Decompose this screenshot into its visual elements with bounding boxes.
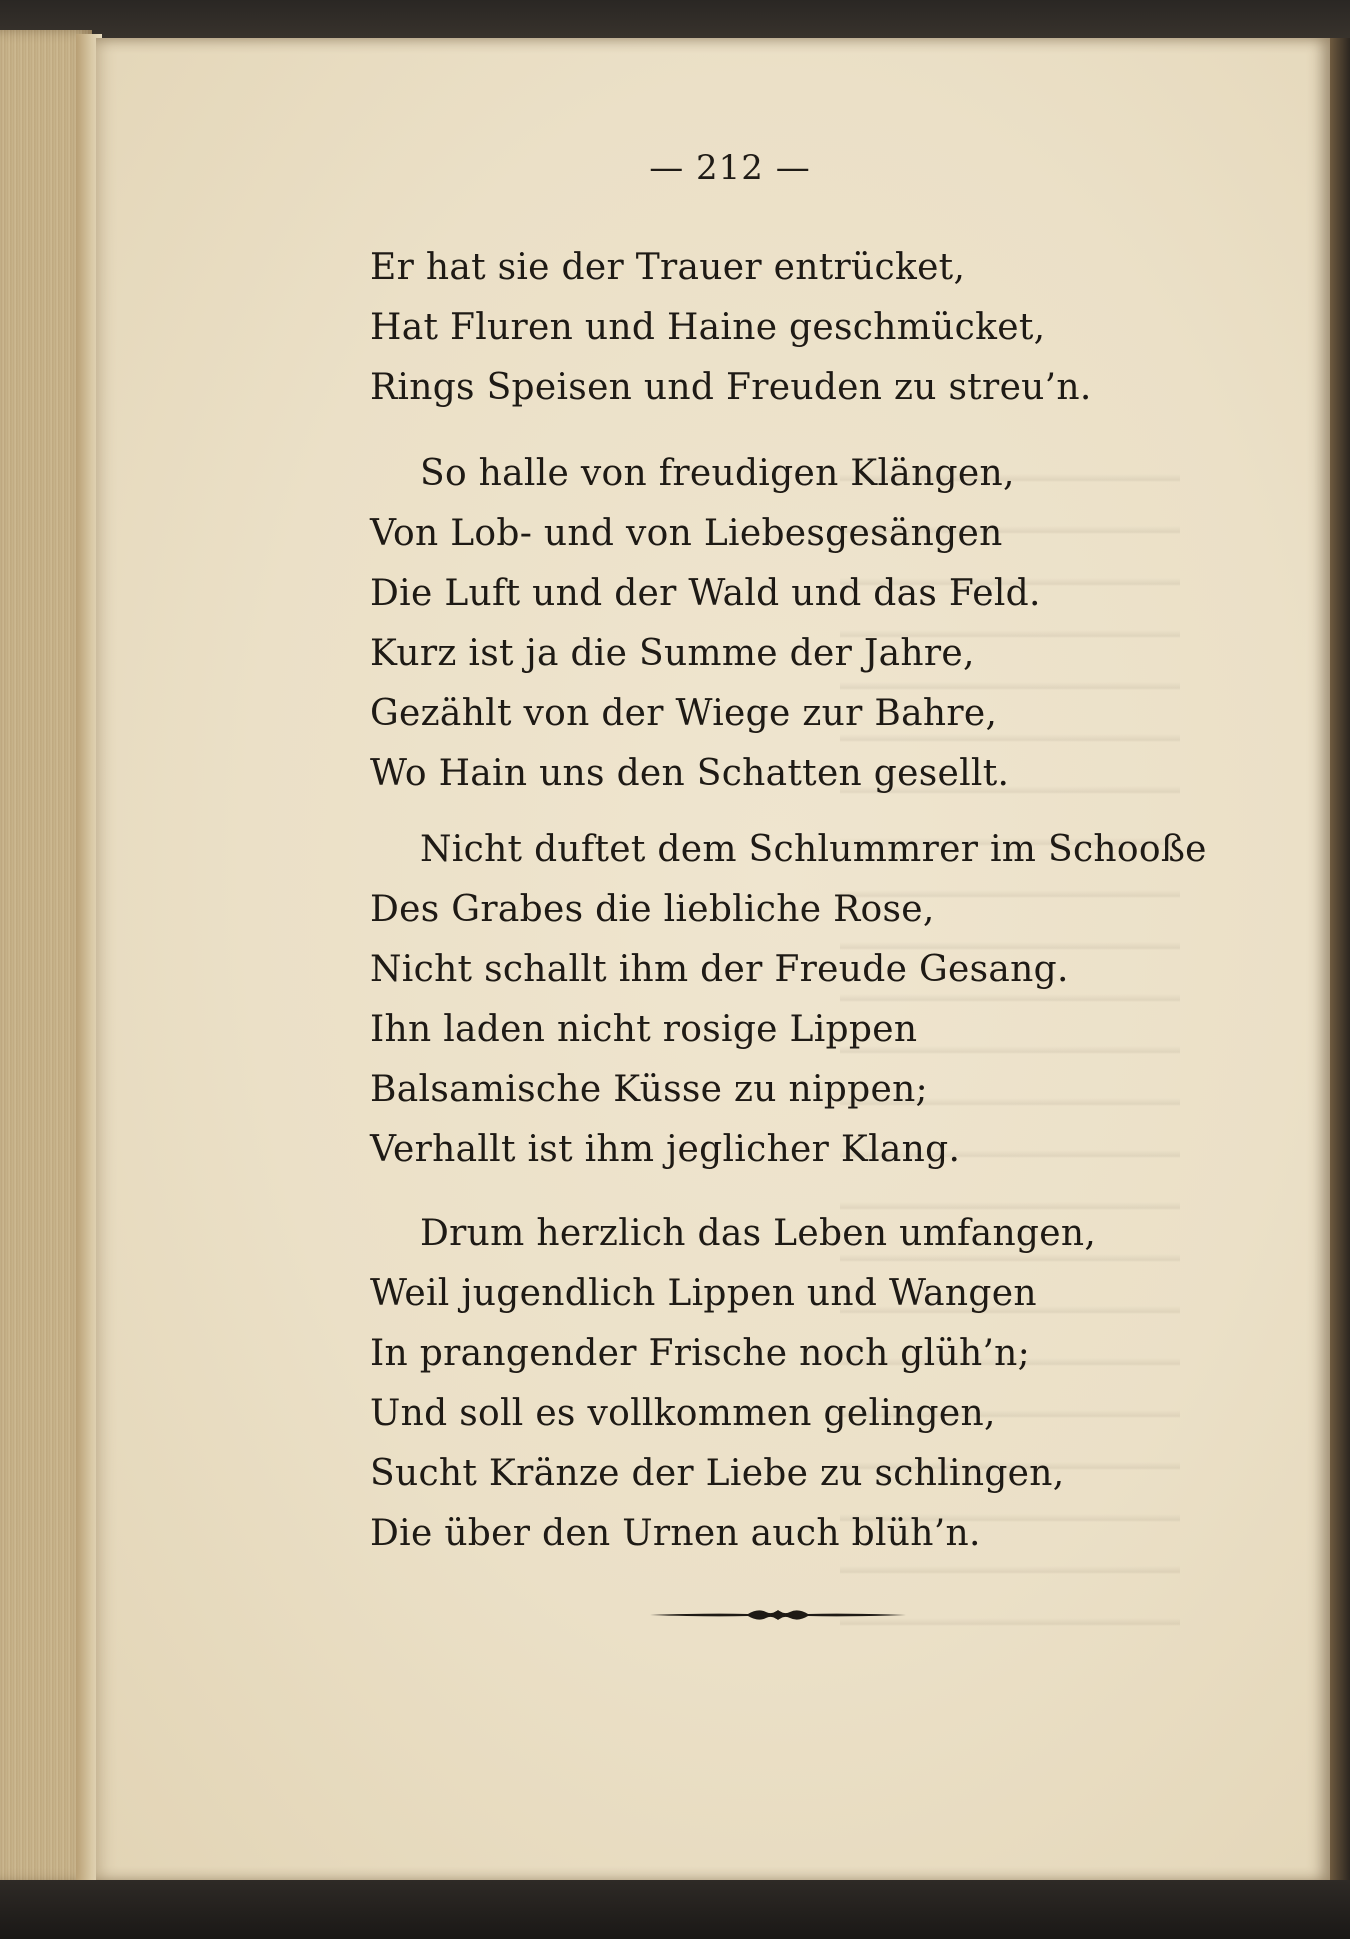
poem-line: Er hat sie der Trauer entrücket, xyxy=(370,247,966,288)
poem-line: Wo Hain uns den Schatten gesellt. xyxy=(370,753,1010,794)
poem-line: Hat Fluren und Haine geschmücket, xyxy=(370,307,1046,348)
poem-line: Die über den Urnen auch blüh’n. xyxy=(370,1513,981,1554)
poem-line: Sucht Kränze der Liebe zu schlingen, xyxy=(370,1453,1065,1494)
poem-line: Kurz ist ja die Summe der Jahre, xyxy=(370,633,975,674)
poem-line: Von Lob- und von Liebesgesängen xyxy=(370,513,1003,554)
poem-line: So halle von freudigen Klängen, xyxy=(420,453,1015,494)
poem-line: Gezählt von der Wiege zur Bahre, xyxy=(370,693,998,734)
poem-line: Nicht duftet dem Schlummrer im Schooße xyxy=(420,829,1207,870)
tailpiece-ornament-icon xyxy=(648,1604,908,1626)
poem-line: Balsamische Küsse zu nippen; xyxy=(370,1069,928,1110)
poem-line: Des Grabes die liebliche Rose, xyxy=(370,889,935,930)
poem-line: Verhallt ist ihm jeglicher Klang. xyxy=(370,1129,961,1170)
page-right-edge xyxy=(1330,38,1350,1882)
poem-line: Nicht schallt ihm der Freude Gesang. xyxy=(370,949,1069,990)
binding-bottom xyxy=(0,1880,1350,1939)
poem-line: Drum herzlich das Leben umfangen, xyxy=(420,1213,1097,1254)
poem-line: Die Luft und der Wald und das Feld. xyxy=(370,573,1041,614)
poem-line: Und soll es vollkommen gelingen, xyxy=(370,1393,996,1434)
poem-line: Weil jugendlich Lippen und Wangen xyxy=(370,1273,1037,1314)
page-number: — 212 — xyxy=(649,148,811,188)
poem-line: In prangender Frische noch glüh’n; xyxy=(370,1333,1031,1374)
poem-line: Rings Speisen und Freuden zu streu’n. xyxy=(370,367,1092,408)
poem-line: Ihn laden nicht rosige Lippen xyxy=(370,1009,918,1050)
